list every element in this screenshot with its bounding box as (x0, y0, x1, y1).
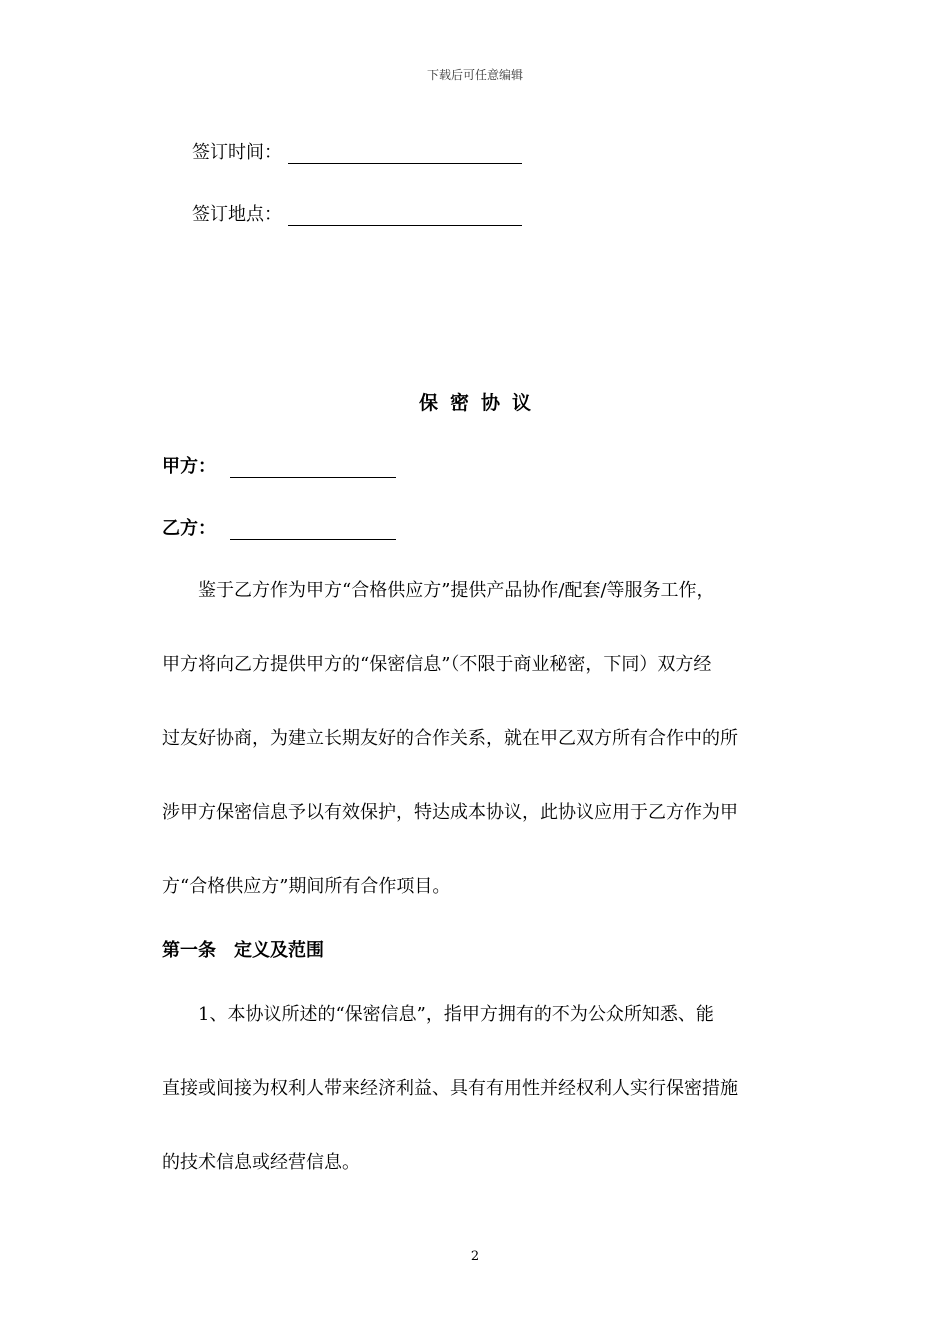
party-b-label: 乙方： (162, 518, 216, 539)
clause-line: 的技术信息或经营信息。 (162, 1152, 360, 1173)
article-1-heading: 第一条 定义及范围 (162, 940, 324, 961)
signing-time-row (192, 138, 522, 164)
preamble-line: 方“合格供应方”期间所有合作项目。 (162, 876, 451, 897)
document-title: 保密协议 (418, 392, 543, 414)
clause-line: 直接或间接为权利人带来经济利益、具有有用性并经权利人实行保密措施 (162, 1078, 738, 1099)
preamble-line: 甲方将向乙方提供甲方的“保密信息”（不限于商业秘密，下同）双方经 (162, 654, 712, 675)
page-number: 2 (470, 1249, 480, 1264)
party-b-blank (230, 519, 396, 540)
party-b-row (162, 514, 396, 540)
party-a-row (162, 452, 396, 478)
signing-place-blank (288, 205, 522, 226)
signing-place-row (192, 200, 522, 226)
clause-line: 1、本协议所述的“保密信息”，指甲方拥有的不为公众所知悉、能 (162, 1004, 714, 1025)
signing-place-label: 签订地点： (192, 204, 282, 225)
signing-time-label: 签订时间： (192, 142, 282, 163)
party-a-label: 甲方： (162, 456, 216, 477)
preamble-line: 鉴于乙方作为甲方“合格供应方”提供产品协作/配套/等服务工作， (162, 580, 715, 601)
signing-time-blank (288, 143, 522, 164)
party-a-blank (230, 457, 396, 478)
preamble-line: 过友好协商，为建立长期友好的合作关系，就在甲乙双方所有合作中的所 (162, 728, 738, 749)
preamble-line: 涉甲方保密信息予以有效保护，特达成本协议，此协议应用于乙方作为甲 (162, 802, 738, 823)
page-header: 下载后可任意编辑 (426, 68, 523, 82)
